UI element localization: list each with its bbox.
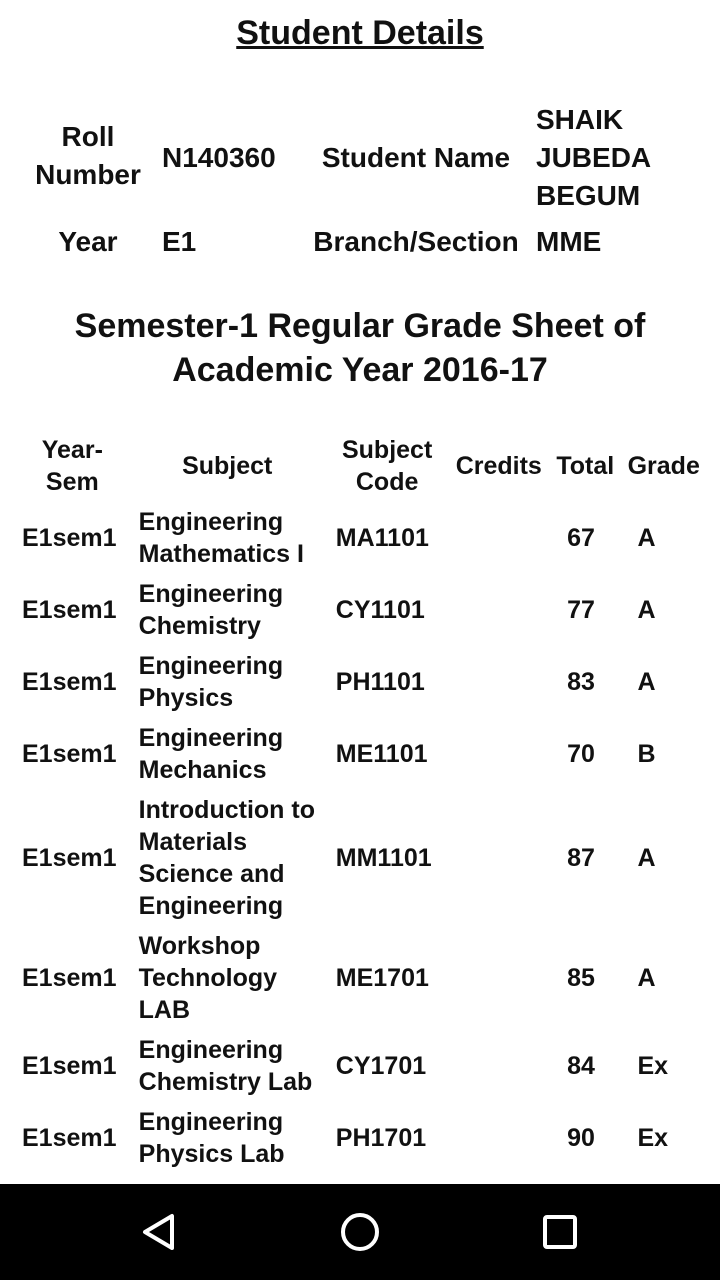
cell-year-sem: E1sem1 <box>22 668 117 696</box>
cell-grade: A <box>637 668 656 696</box>
cell-grade: A <box>637 596 656 624</box>
cell-subject-code: PH1101 <box>335 668 425 696</box>
table-row <box>16 646 706 718</box>
branch-section-value: MME <box>536 226 602 257</box>
cell-year-sem: E1sem1 <box>22 844 117 872</box>
cell-credits <box>448 926 549 1030</box>
recents-button[interactable] <box>520 1202 600 1262</box>
student-name-label: Student Name <box>321 142 511 173</box>
cell-subject-code: PH1701 <box>335 1124 427 1152</box>
page-title: Student Details <box>236 14 484 52</box>
table-row <box>16 1102 706 1174</box>
table-header-row <box>16 430 706 502</box>
cell-subject-code: CY1101 <box>335 596 425 624</box>
cell-subject: Engineering Chemistry Lab <box>138 1036 313 1096</box>
cell-grade: A <box>637 524 656 552</box>
cell-total: 77 <box>567 596 595 624</box>
cell-grade: Ex <box>637 1124 669 1152</box>
cell-year-sem: E1sem1 <box>22 1052 117 1080</box>
cell-subject: Engineering Chemistry <box>138 580 284 640</box>
student-name-line: SHAIK <box>536 104 624 135</box>
cell-subject: Engineering Mechanics <box>138 724 284 784</box>
header-total: Total <box>556 452 615 480</box>
table-row <box>16 718 706 790</box>
year-value: E1 <box>162 226 197 257</box>
table-row <box>16 574 706 646</box>
cell-credits <box>448 1102 549 1174</box>
table-row <box>16 926 706 1030</box>
table-row <box>16 502 706 574</box>
back-button[interactable] <box>120 1202 200 1262</box>
cell-credits <box>448 1030 549 1102</box>
table-row <box>16 790 706 926</box>
cell-total: 84 <box>567 1052 595 1080</box>
student-name-line: BEGUM <box>536 180 641 211</box>
recents-square-icon <box>540 1212 580 1252</box>
system-navigation-bar <box>0 1184 720 1280</box>
table-row <box>16 1030 706 1102</box>
home-button[interactable] <box>320 1202 400 1262</box>
cell-year-sem: E1sem1 <box>22 1124 117 1152</box>
header-year-sem: Year-Sem <box>41 436 103 496</box>
semester-title: Semester-1 Regular Grade Sheet of Academic Year 2016-17 <box>74 307 646 389</box>
cell-total: 90 <box>567 1124 595 1152</box>
home-circle-icon <box>338 1210 382 1254</box>
cell-grade: B <box>637 740 656 768</box>
cell-subject-code: CY1701 <box>335 1052 427 1080</box>
student-name-line: JUBEDA <box>536 142 652 173</box>
cell-subject-code: MA1101 <box>335 524 429 552</box>
student-details <box>0 0 720 300</box>
cell-credits <box>448 646 549 718</box>
header-grade: Grade <box>627 452 700 480</box>
cell-subject-code: ME1701 <box>335 964 429 992</box>
cell-year-sem: E1sem1 <box>22 596 117 624</box>
cell-credits <box>448 790 549 926</box>
cell-subject-code: ME1101 <box>335 740 428 768</box>
cell-subject-code: MM1101 <box>335 844 432 872</box>
cell-subject: Introduction to Materials Science and Engineering <box>138 796 315 920</box>
cell-total: 87 <box>567 844 595 872</box>
roll-number-label: Roll Number <box>35 121 141 190</box>
cell-total: 67 <box>567 524 595 552</box>
roll-number-value: N140360 <box>162 142 276 173</box>
header-subject-code: Subject Code <box>341 436 433 496</box>
cell-credits <box>448 574 549 646</box>
cell-year-sem: E1sem1 <box>22 964 117 992</box>
cell-total: 70 <box>567 740 595 768</box>
cell-subject: Engineering Physics <box>138 652 284 712</box>
cell-year-sem: E1sem1 <box>22 524 117 552</box>
cell-grade: Ex <box>637 1052 669 1080</box>
back-triangle-icon <box>140 1212 180 1252</box>
cell-grade: A <box>637 964 656 992</box>
year-label: Year <box>58 226 118 257</box>
student-name-value <box>536 101 716 215</box>
cell-grade: A <box>637 844 656 872</box>
cell-subject: Workshop Technology LAB <box>138 932 278 1024</box>
cell-subject: Engineering Mathematics I <box>138 508 304 568</box>
cell-subject: Engineering Physics Lab <box>138 1108 285 1168</box>
cell-total: 85 <box>567 964 595 992</box>
cell-year-sem: E1sem1 <box>22 740 117 768</box>
header-subject: Subject <box>182 452 273 480</box>
grade-table <box>16 430 706 1174</box>
cell-credits <box>448 502 549 574</box>
header-credits: Credits <box>455 452 542 480</box>
branch-section-label: Branch/Section <box>313 226 519 257</box>
cell-total: 83 <box>567 668 595 696</box>
cell-credits <box>448 718 549 790</box>
